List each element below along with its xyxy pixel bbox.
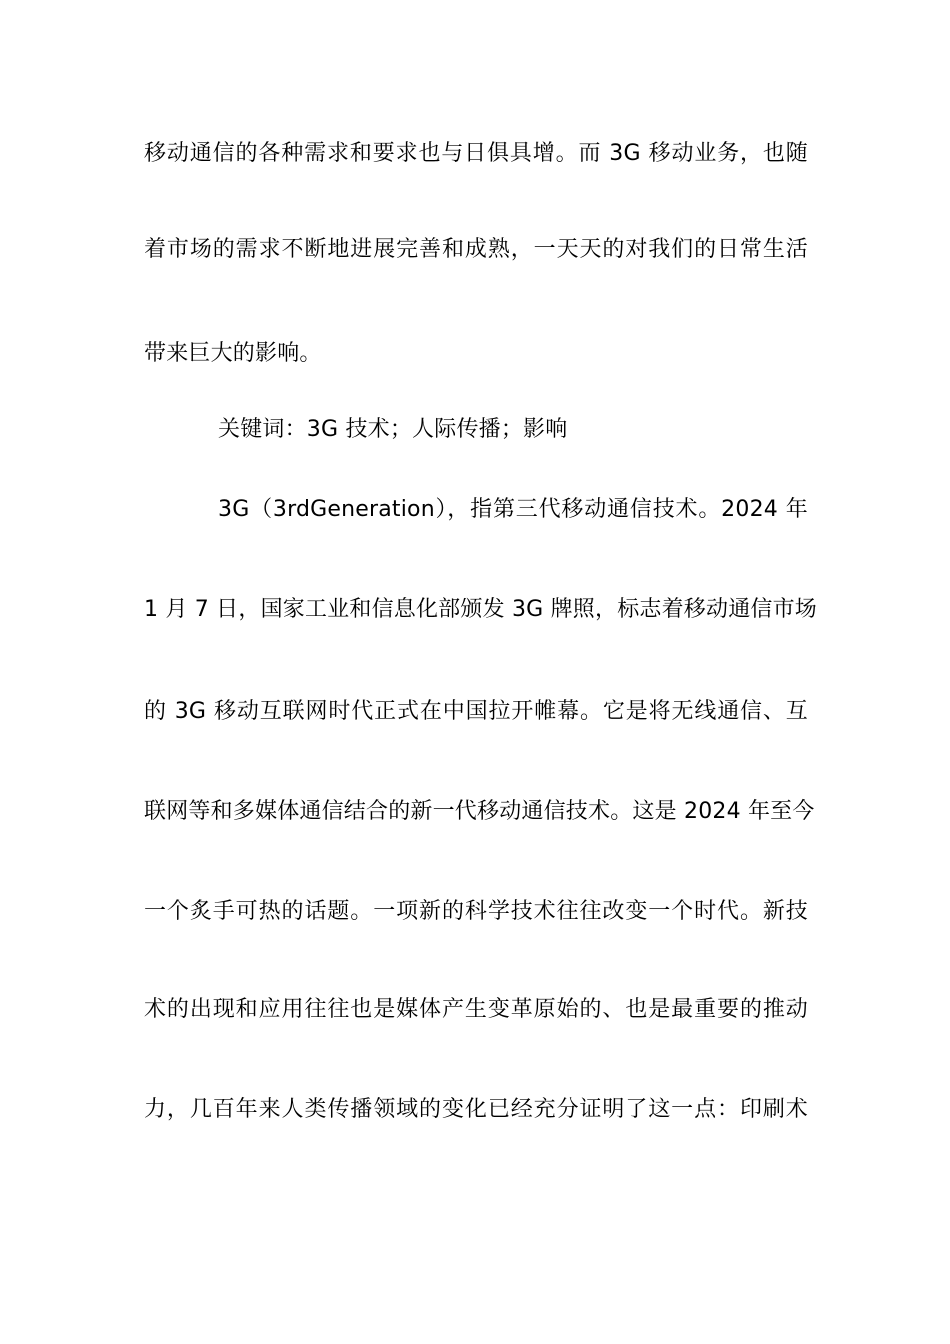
paragraph-line-2: 着市场的需求不断地进展完善和成熟，一天天的对我们的日常生活 [144, 237, 808, 262]
keywords-line: 关键词：3G 技术；人际传播；影响 [218, 417, 568, 442]
paragraph-line-6: 1 月 7 日，国家工业和信息化部颁发 3G 牌照，标志着移动通信市场 [144, 597, 818, 622]
paragraph-line-8: 联网等和多媒体通信结合的新一代移动通信技术。这是 2024 年至今 [144, 799, 815, 824]
paragraph-line-9: 一个炙手可热的话题。一项新的科学技术往往改变一个时代。新技 [144, 899, 808, 924]
paragraph-line-11: 力，几百年来人类传播领域的变化已经充分证明了这一点：印刷术 [144, 1097, 808, 1122]
paragraph-line-3: 带来巨大的影响。 [144, 341, 322, 366]
paragraph-line-5: 3G（3rdGeneration），指第三代移动通信技术。2024 年 [218, 497, 808, 522]
paragraph-line-7: 的 3G 移动互联网时代正式在中国拉开帷幕。它是将无线通信、互 [144, 699, 808, 724]
paragraph-line-1: 移动通信的各种需求和要求也与日俱具增。而 3G 移动业务，也随 [144, 141, 808, 166]
paragraph-line-10: 术的出现和应用往往也是媒体产生变革原始的、也是最重要的推动 [144, 997, 808, 1022]
